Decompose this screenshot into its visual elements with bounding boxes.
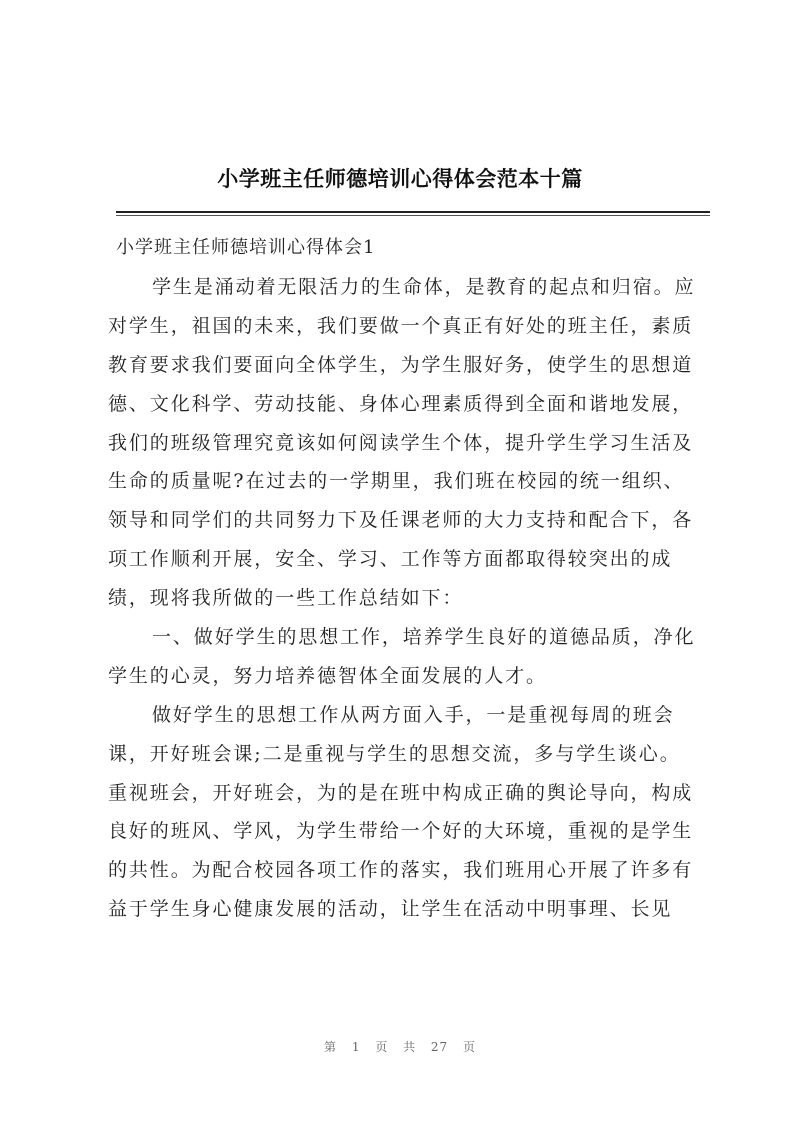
paragraph-line: 学生是涌动着无限活力的生命体，是教育的起点和归宿。应 [152, 276, 696, 298]
title-divider [116, 211, 710, 213]
paragraph-line: 教育要求我们要面向全体学生，为学生服好务，使学生的思想道 [108, 353, 694, 376]
paragraph-line: 重视班会，开好班会，为的是在班中构成正确的舆论导向，构成 [108, 781, 694, 804]
paragraph-line: 良好的班风、学风，为学生带给一个好的大环境，重视的是学生 [108, 820, 694, 843]
document-title: 小学班主任师德培训心得体会范本十篇 [217, 166, 583, 191]
paragraph-line: 课，开好班会课;二是重视与学生的思想交流，多与学生谈心。 [108, 742, 681, 765]
paragraph-line: 绩，现将我所做的一些工作总结如下： [108, 587, 464, 610]
paragraph-line: 对学生，祖国的未来，我们要做一个真正有好处的班主任，素质 [108, 314, 694, 337]
document-body [108, 268, 708, 929]
paragraph-line: 我们的班级管理究竟该如何阅读学生个体，提升学生学习生活及 [108, 431, 694, 454]
paragraph-line: 做好学生的思想工作从两方面入手，一是重视每周的班会 [152, 703, 675, 726]
paragraph-line: 德、文化科学、劳动技能、身体心理素质得到全面和谐地发展， [108, 392, 694, 415]
paragraph-line: 生命的质量呢?在过去的一学期里，我们班在校园的统一组织、 [108, 470, 685, 493]
section-heading: 小学班主任师德培训心得体会1 [116, 237, 376, 258]
paragraph-line: 的共性。为配合校园各项工作的落实，我们班用心开展了许多有 [108, 859, 694, 882]
page-footer: 第 1 页 共 27 页 [324, 1040, 476, 1054]
paragraph-line: 一、做好学生的思想工作，培养学生良好的道德品质，净化 [152, 626, 696, 649]
paragraph-line: 学生的心灵，努力培养德智体全面发展的人才。 [108, 664, 547, 687]
paragraph-line: 益于学生身心健康发展的活动，让学生在活动中明事理、长见 [108, 898, 673, 921]
paragraph-line: 领导和同学们的共同努力下及任课老师的大力支持和配合下，各 [108, 509, 694, 532]
paragraph-line: 项工作顺利开展，安全、学习、工作等方面都取得较突出的成 [108, 548, 673, 571]
